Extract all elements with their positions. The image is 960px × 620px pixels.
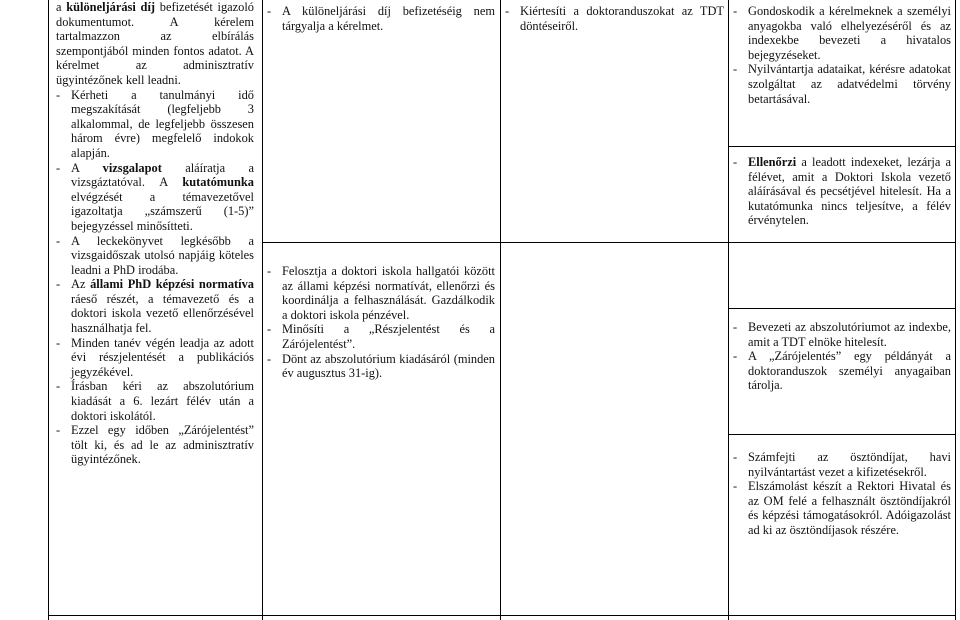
cell-col4-block2: [733, 155, 951, 228]
bullet-dash: -: [56, 277, 61, 292]
bullet-dash: -: [267, 4, 272, 18]
list-item: [733, 479, 951, 537]
cell-col4-block4: [733, 450, 951, 538]
bullet-dash: -: [267, 264, 272, 278]
text-run: Írásban kéri az abszolutórium kiadását a 6. lezárt félév után a doktori iskolától.: [71, 379, 254, 423]
table-border-col4: [728, 0, 729, 620]
bullet-dash: -: [267, 322, 272, 337]
bullet-dash: -: [733, 320, 738, 334]
table-border-col3: [500, 0, 501, 620]
item-text: [520, 4, 724, 33]
text-run: a: [56, 0, 67, 14]
bullet-dash: -: [733, 450, 738, 464]
cell-col4-block3: [733, 320, 951, 393]
text-run: Minden tanév végén leadja az adott évi részjelentését a publikációs jegyzékével.: [71, 335, 254, 379]
text-run: Gondoskodik a kérelmeknek a személyi anyagokba való elhelyezéséről és az indexekbe bevezeti a hivatalos bejegyzéseket.: [748, 4, 951, 62]
item-text: [748, 4, 951, 62]
bullet-dash: -: [56, 233, 61, 248]
text-run: a leadott indexeket, lezárja a félévet, amit a Doktori Iskola vezető aláírásával és pecsétjével hitelesít. Ha a kutatómunka nincs teljesítve, a félév érvénytelen.: [748, 155, 951, 228]
item-text: [748, 349, 951, 393]
bold-text: különeljárási díj: [66, 0, 156, 14]
item-text: [748, 479, 951, 537]
bullet-dash: -: [733, 155, 738, 169]
text-run: Számfejti az ösztöndíjat, havi nyilvántartást vezet a kifizetésekről.: [748, 450, 951, 479]
bullet-dash: -: [733, 4, 738, 18]
bullet-dash: -: [267, 351, 272, 366]
text-run: A különeljárási díj befizetéséig nem tárgyalja a kérelmet.: [282, 4, 495, 33]
text-run: Bevezeti az abszolutóriumot az indexbe, amit a TDT elnöke hitelesít.: [748, 320, 951, 349]
text-run: Ezzel egy időben „Zárójelentést” tölt ki, és ad le az adminisztratív ügyintézőnek.: [71, 423, 254, 467]
list-item: [267, 352, 495, 381]
row-divider-col4-a: [728, 146, 956, 147]
text-run: Kiértesíti a doktoranduszokat az TDT döntéseiről.: [520, 4, 724, 33]
list-item: [56, 88, 254, 161]
text-run: elvégzését a témavezetővel igazoltatja „számszerű (1-5)” bejegyzéssel minősítteti.: [71, 189, 254, 233]
list-item: [56, 0, 254, 88]
table-border-bottom: [48, 615, 956, 616]
bold-text: vizsgalapot: [102, 160, 162, 175]
list-item: [733, 4, 951, 62]
list-item: [733, 62, 951, 106]
text-run: A leckekönyvet legkésőbb a vizsgaidőszak utolsó napjáig köteles leadni a PhD irodába.: [71, 233, 254, 277]
text-run: befizetését igazoló dokumentumot. A kérelem tartalmazzon az elbírálás szempontjából minden fontos adatot. A kérelmet az adminisztratív ügyintézőnek kell leadni.: [56, 0, 254, 87]
text-run: Minősíti a „Részjelentést és a Zárójelentést”.: [282, 322, 495, 351]
list-item: [56, 379, 254, 423]
cell-col1: [56, 0, 254, 467]
bullet-dash: -: [56, 160, 61, 175]
item-text: [71, 423, 254, 467]
item-text: [748, 62, 951, 106]
list-item: [505, 4, 724, 33]
row-divider-col4-b: [728, 308, 956, 309]
list-item: [267, 4, 495, 33]
item-text: [282, 4, 495, 33]
list-item: [733, 320, 951, 349]
list-item: [56, 277, 254, 335]
bullet-dash: -: [56, 87, 61, 102]
cell-col2-top: [267, 4, 495, 33]
bullet-dash: -: [56, 335, 61, 350]
bullet-dash: -: [733, 479, 738, 494]
item-text: [71, 234, 254, 278]
text-run: Dönt az abszolutórium kiadásáról (minden év augusztus 31-ig).: [282, 351, 495, 381]
item-text: [748, 155, 951, 228]
text-run: Felosztja a doktori iskola hallgatói között az állami képzési normatívát, ellenőrzi és koordinálja a felhasználását. Gazdálkodik a doktori iskola pénzével.: [282, 264, 495, 322]
text-run: A: [71, 160, 103, 175]
list-item: [267, 264, 495, 322]
list-item: [56, 423, 254, 467]
text-run: ráeső részét, a témavezető és a doktori iskola vezető ellenőrzésével használhatja fel.: [71, 291, 254, 336]
text-run: Nyilvántartja adataikat, kérésre adatokat szolgáltat az adatvédelmi törvény betartásával.: [748, 62, 951, 106]
bullet-dash: -: [733, 62, 738, 77]
item-text: [71, 277, 254, 335]
bullet-dash: -: [56, 423, 61, 438]
table-border-col2: [262, 0, 263, 620]
list-item: [733, 450, 951, 479]
cell-col3-top: [505, 4, 724, 33]
item-text: [282, 322, 495, 351]
text-run: Elszámolást készít a Rektori Hivatal és az OM felé a felhasznált ösztöndíjakról és képzési támogatásokról. Adóigazolást ad ki az ösztöndíjasok részére.: [748, 479, 951, 537]
text-run: Kérheti a tanulmányi idő megszakítását (legfeljebb 3 alkalommal, de legfeljebb összesen három évre) megfelelő indokok alapján.: [71, 87, 254, 160]
row-divider-col4-c: [728, 434, 956, 435]
list-item: [267, 322, 495, 351]
bullet-dash: -: [505, 4, 510, 18]
bullet-dash: -: [56, 379, 61, 394]
bold-text: Ellenőrzi: [748, 155, 797, 169]
list-item: [733, 349, 951, 393]
list-item: [56, 234, 254, 278]
list-item: [56, 336, 254, 380]
text-run: aláíratja a vizsgáztatóval. A: [71, 160, 254, 190]
item-text: [71, 88, 254, 161]
row-divider-1: [262, 242, 956, 243]
item-text: [71, 336, 254, 380]
list-item: [56, 161, 254, 234]
table-border-right: [955, 0, 956, 620]
item-text: [71, 379, 254, 423]
item-text: [748, 320, 951, 349]
cell-col2-mid: [267, 264, 495, 381]
item-text: [282, 352, 495, 381]
cell-col4-top: [733, 4, 951, 106]
item-text: [71, 161, 254, 234]
item-text: [282, 264, 495, 322]
text-run: A „Zárójelentés” egy példányát a doktoranduszok személyi anyagaiban tárolja.: [748, 349, 951, 393]
table-border-left: [48, 0, 49, 620]
bold-text: kutatómunka: [182, 175, 254, 190]
bullet-dash: -: [733, 349, 738, 364]
item-text: [748, 450, 951, 479]
list-item: [733, 155, 951, 228]
text-run: Az: [71, 277, 91, 292]
bold-text: állami PhD képzési normatíva: [90, 277, 254, 292]
